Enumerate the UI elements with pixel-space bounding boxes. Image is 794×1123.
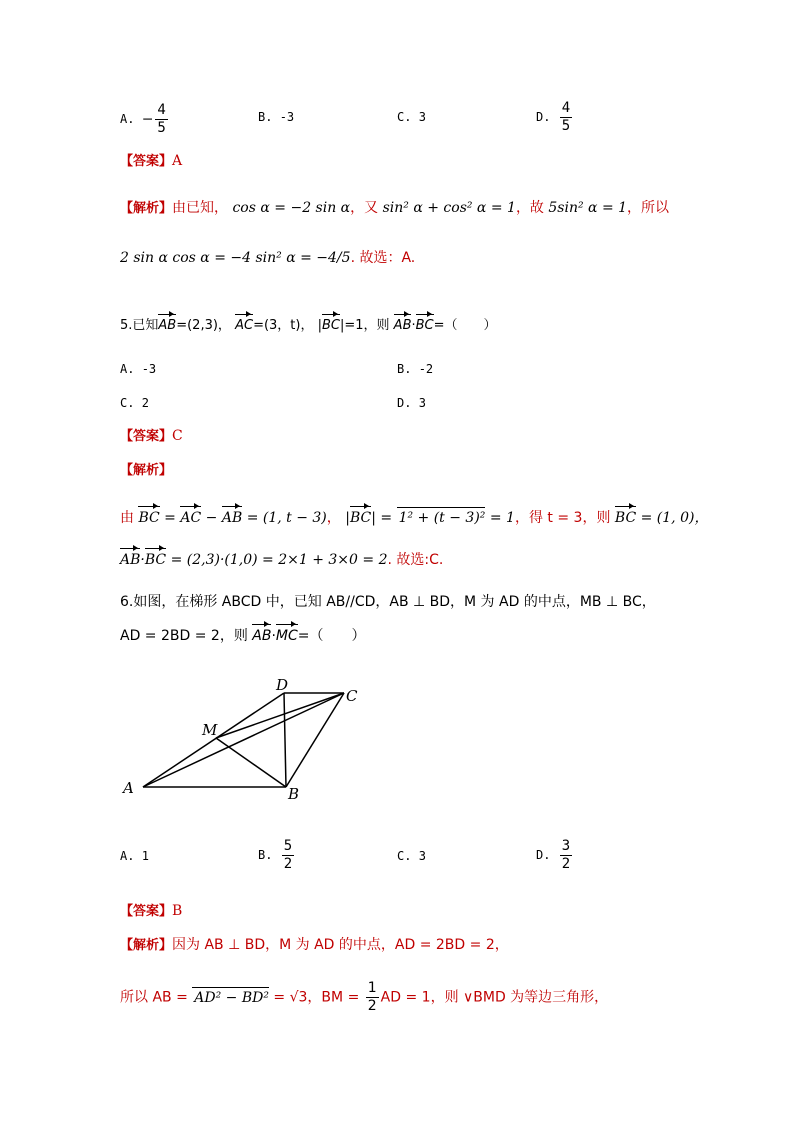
fraction: $\frac{1}{2}$ [367,980,377,1014]
q5-answer: 【答案】C [120,428,183,444]
q4-analysis-line2: 2 sin α cos α = −4 sin² α = −4/5. 故选：A. [120,250,416,266]
q5-option-b: B. -2 [397,362,434,376]
q5-analysis-tag: 【解析】 [120,463,173,478]
q4-option-b: B. -3 [258,110,295,124]
q6-option-c: C. 3 [397,849,426,863]
q4-option-a: A. − $\frac{4}{5}$ [120,102,166,136]
q6-answer: 【答案】B [120,903,183,919]
q4-answer: 【答案】A [120,153,183,169]
label-d: D [276,676,289,694]
fraction: $\frac{4}{5}$ [561,100,571,134]
q5-stem: 5.已知AB=(2,3)， AC=(3，t)， |BC|=1，则 AB·BC=（ ） [120,313,497,336]
q6-stem-line1: 6.如图，在梯形 ABCD 中，已知 AB//CD，AB ⊥ BD，M 为 AD 的中点，MB ⊥ BC， [120,594,656,610]
q5-option-a: A. -3 [120,362,157,376]
label-a: A [123,779,134,797]
label-b: B [288,785,300,803]
q4-analysis-line1: 【解析】由已知， cos α = −2 sin α，又 sin² α + cos² α = 1，故 5sin² α = 1，所以 [120,200,670,216]
q6-option-a: A. 1 [120,849,149,863]
fraction: $\frac{5}{2}$ [283,838,293,872]
fraction: $\frac{3}{2}$ [561,838,571,872]
q6-option-b: B. $\frac{5}{2}$ [258,838,293,872]
q6-stem-line2: AD = 2BD = 2，则 AB·MC=（ ） [120,623,366,646]
q5-option-d: D. 3 [397,396,426,410]
q6-option-d: D. $\frac{3}{2}$ [536,838,571,872]
q4-option-d: D. $\frac{4}{5}$ [536,100,571,134]
q6-analysis-line2: 所以 AB = AD² − BD² = √3，BM = $\frac{1}{2}$ AD = 1，则 ∨BMD 为等边三角形， [120,980,609,1014]
fraction: $\frac{4}{5}$ [157,102,166,136]
label-c: C [346,687,358,705]
q5-analysis-line1: 由 BC = AC − AB = (1, t − 3)， |BC| = 1² + (t − 3)² = 1，得 t = 3，则 BC = (1, 0)， [120,505,708,528]
q6-analysis-line1: 【解析】因为 AB ⊥ BD，M 为 AD 的中点，AD = 2BD = 2， [120,937,509,953]
q5-analysis-line2: AB·BC = (2,3)·(1,0) = 2×1 + 3×0 = 2. 故选:C. [120,547,443,570]
q4-option-c: C. 3 [397,110,426,124]
q5-option-c: C. 2 [120,396,149,410]
label-m: M [202,721,218,739]
trapezoid-figure [118,675,358,805]
